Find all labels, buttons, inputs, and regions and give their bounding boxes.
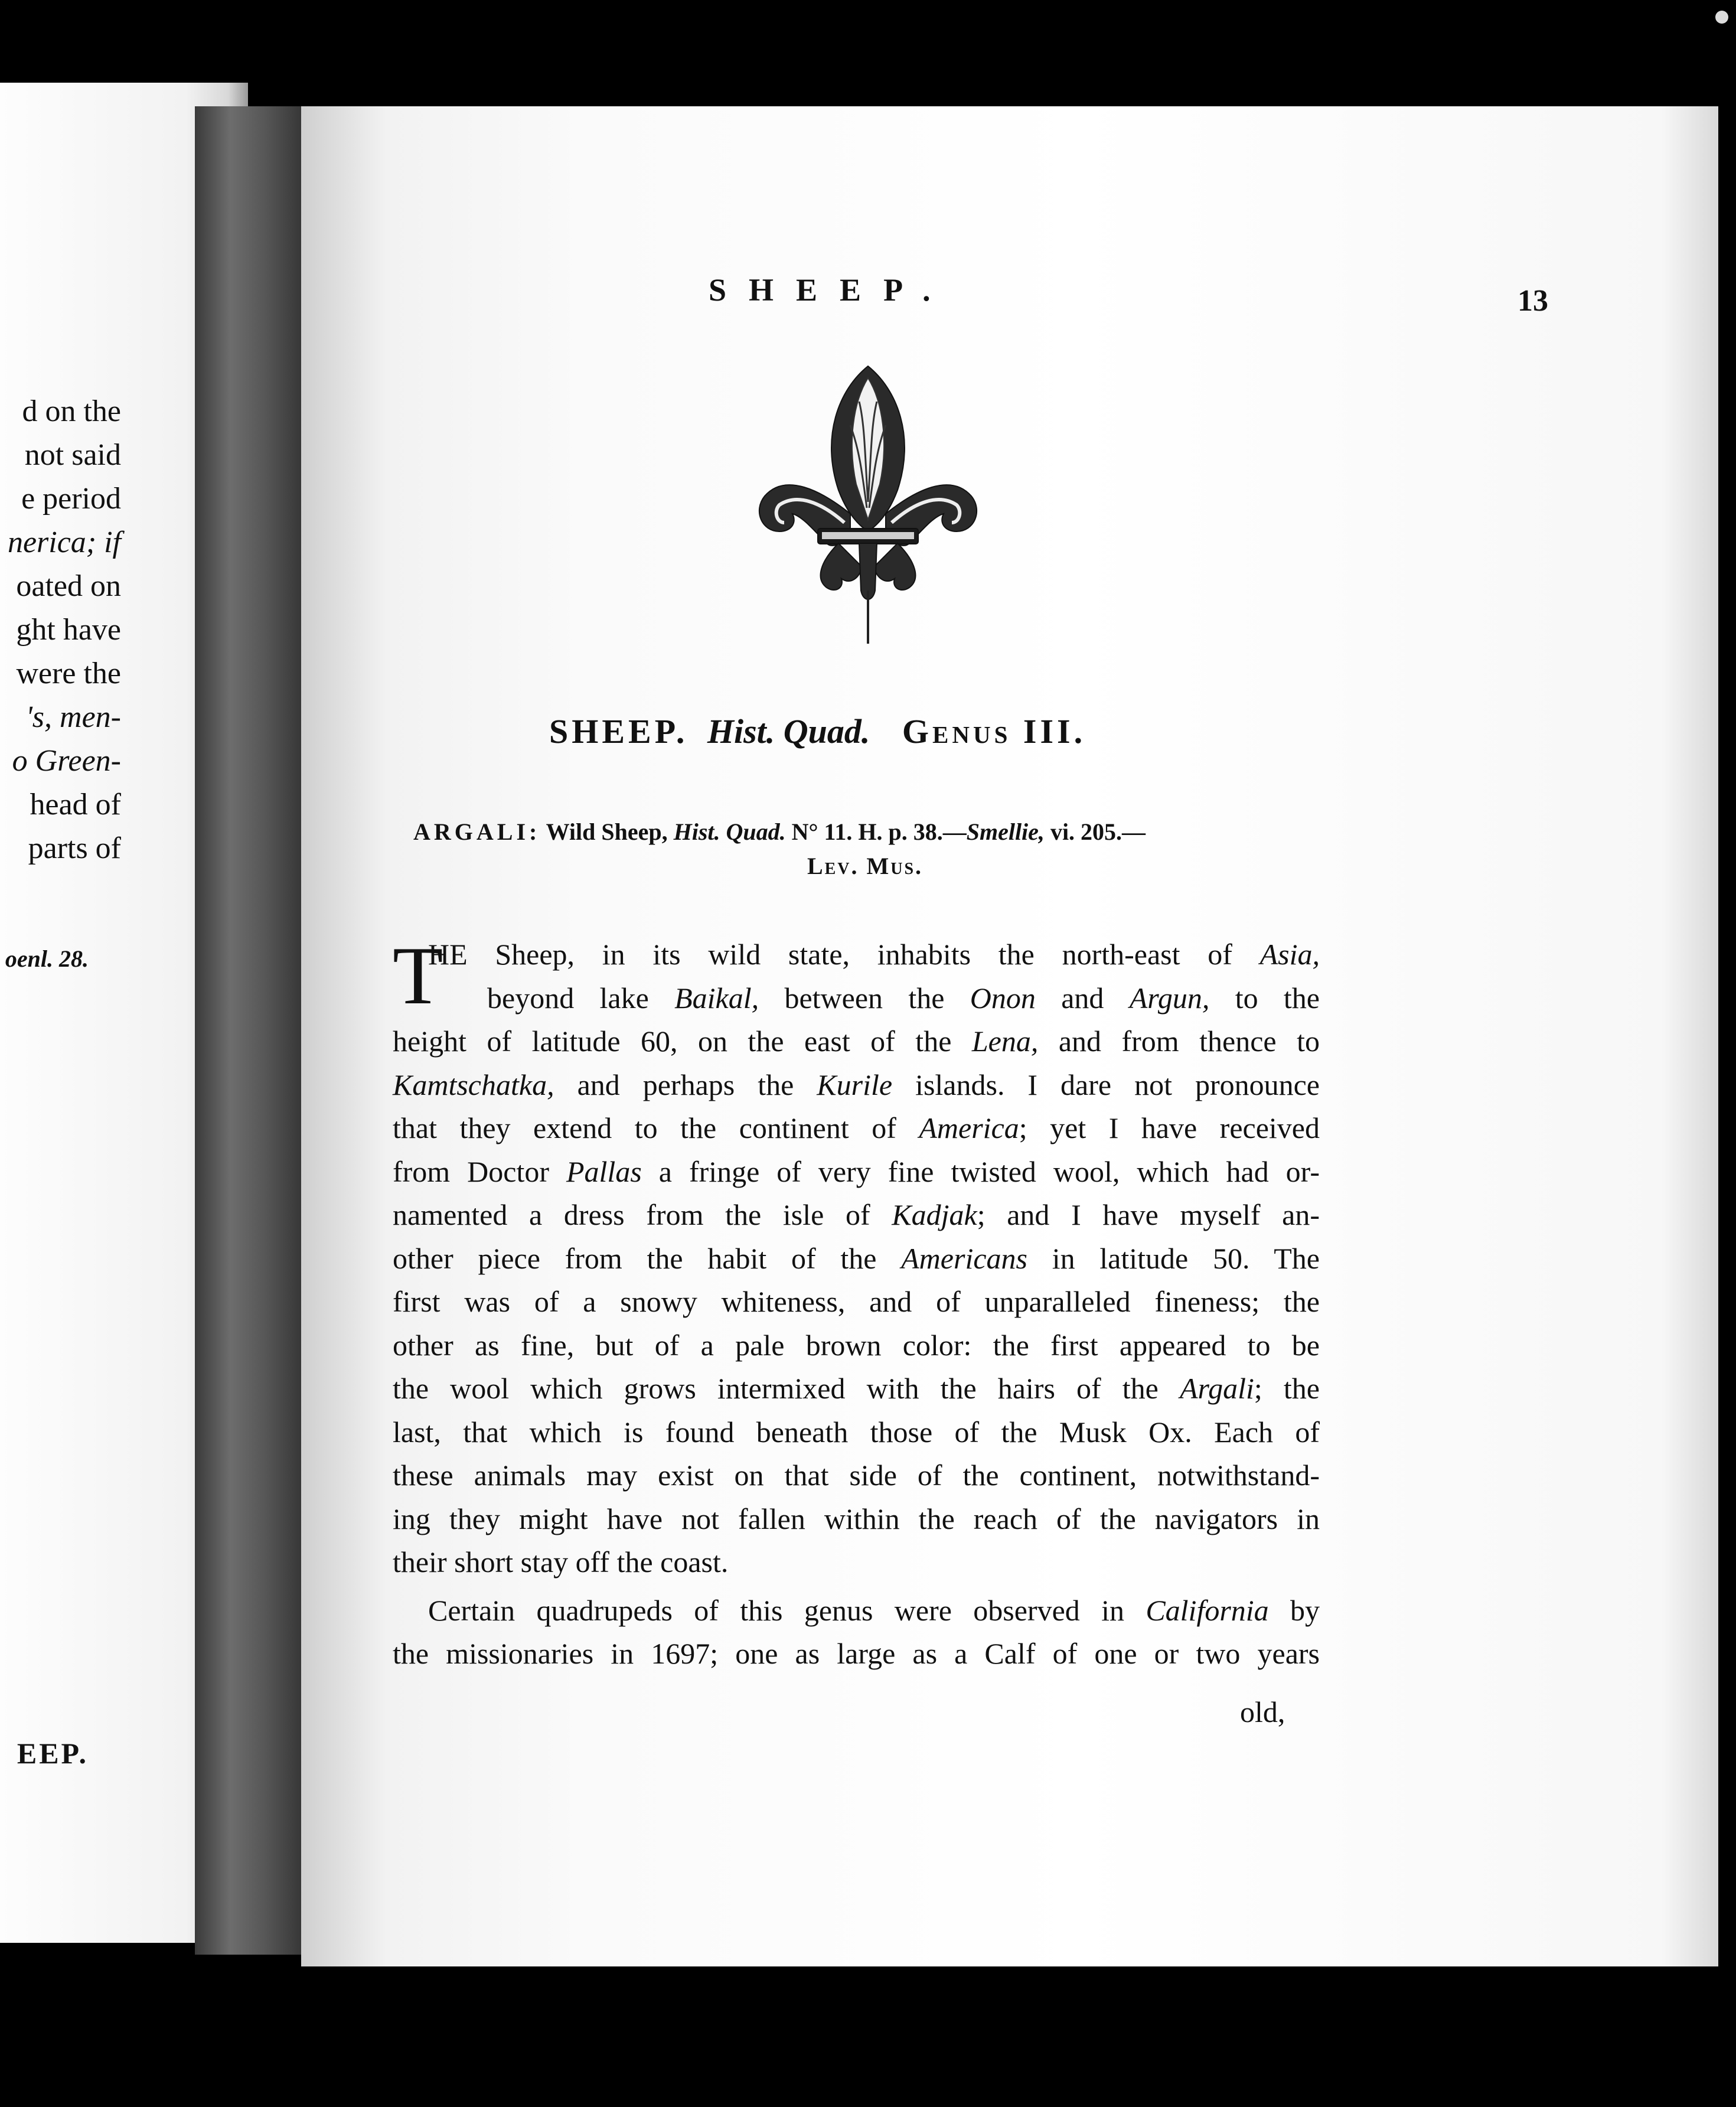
text-run: ; and I have myself an- [977, 1198, 1320, 1231]
text-line: ing they might have not fallen within the reach of the navigators in [393, 1502, 1320, 1535]
text-run: and [1035, 981, 1130, 1015]
text-run: ; the [1254, 1372, 1320, 1405]
text-run: to the [1209, 981, 1320, 1015]
species-name: ARGALI: [413, 818, 541, 845]
text-run: in latitude 50. The [1027, 1241, 1320, 1275]
text-run: Americans [901, 1241, 1027, 1275]
left-line: 's, men- [25, 700, 121, 734]
synonym-text: Wild Sheep, [546, 818, 668, 845]
text-line [393, 1367, 1320, 1411]
text-run: beyond lake [487, 981, 675, 1015]
fleur-de-lis-ornament-icon [750, 354, 986, 650]
left-line: head of [30, 788, 121, 821]
text-line: other as fine, but of a pale brown color: the first appeared to be [393, 1328, 1320, 1362]
drop-cap: T [393, 930, 443, 1022]
left-line: nerica; if [7, 526, 121, 559]
text-run: America [919, 1111, 1019, 1144]
text-run: Baikal, [674, 981, 759, 1015]
text-run: Certain quadrupeds of this genus were observed in [428, 1593, 1146, 1627]
left-line: d on the [22, 394, 121, 428]
text-line [393, 1064, 1320, 1107]
species-synonymy [413, 815, 1317, 883]
text-run: Kurile [817, 1068, 893, 1101]
text-line: last, that which is found beneath those of the Musk Ox. Each of [393, 1415, 1320, 1449]
text-run: Asia, [1259, 938, 1320, 971]
synonym-text: vi. 205.— [1050, 818, 1146, 845]
text-run: other piece from the habit of the [393, 1241, 902, 1275]
left-line: parts of [28, 831, 121, 865]
running-title: SHEEP. [709, 272, 953, 308]
left-line: e period [21, 482, 121, 516]
left-line: oated on [16, 569, 121, 603]
text-run: Kadjak [892, 1198, 977, 1231]
text-line [393, 1020, 1320, 1064]
text-run: namented a dress from the isle of [393, 1198, 892, 1231]
left-page-text [0, 390, 121, 870]
synonymy-line-1 [413, 815, 1317, 849]
text-run: between the [759, 981, 970, 1015]
synonym-text: N° 11. H. p. 38.— [791, 818, 967, 845]
left-catchword: EEP. [17, 1737, 89, 1770]
text-run: ; yet I have received [1019, 1111, 1320, 1144]
text-run: Kamtschatka, [393, 1068, 554, 1101]
text-line [393, 1107, 1320, 1150]
text-run: Argun, [1129, 981, 1210, 1015]
left-line: o Green- [12, 744, 121, 778]
text-run: height of latitude 60, on the east of the [393, 1025, 972, 1058]
text-run: Lena, [971, 1025, 1039, 1058]
text-line: these animals may exist on that side of the continent, notwithstand- [393, 1459, 1320, 1492]
text-run: that they extend to the continent of [393, 1111, 919, 1144]
text-run: Argali [1179, 1372, 1254, 1405]
section-title: SHEEP. [549, 712, 688, 751]
text-line: first was of a snowy whiteness, and of unparalleled fineness; the [393, 1285, 1320, 1318]
synonymy-line-2: Lev. Mus. [807, 853, 924, 879]
text-run: Pallas [566, 1154, 642, 1188]
text-run: the wool which grows intermixed with the hairs of the [393, 1372, 1180, 1405]
text-run: and perhaps the [554, 1068, 817, 1101]
text-line [393, 933, 1320, 977]
section-heading [549, 712, 1086, 751]
page-number: 13 [1518, 284, 1548, 318]
text-line [393, 1193, 1320, 1237]
left-footnote: oenl. 28. [5, 945, 89, 972]
text-run: Onon [970, 981, 1036, 1015]
text-line [393, 1589, 1320, 1633]
synonym-text: Hist. Quad. [673, 818, 786, 845]
section-genus: Genus III. [902, 712, 1086, 751]
text-line: their short stay off the coast. [393, 1545, 729, 1578]
text-run: by [1268, 1593, 1320, 1627]
text-run: from Doctor [393, 1154, 566, 1188]
body-text [393, 930, 1320, 1676]
left-line: were the [16, 657, 121, 690]
left-line: not said [24, 438, 121, 472]
catchword: old, [1240, 1695, 1285, 1728]
text-run: California [1146, 1593, 1269, 1627]
text-line [393, 977, 1320, 1020]
text-line [393, 1150, 1320, 1194]
text-run: and from thence to [1038, 1025, 1320, 1058]
book-gutter [195, 106, 313, 1955]
text-run: a fringe of very fine twisted wool, which had or- [641, 1154, 1320, 1188]
left-line: ght have [16, 613, 121, 647]
text-line [393, 1237, 1320, 1281]
synonym-text: Smellie, [966, 818, 1045, 845]
text-line: the missionaries in 1697; one as large as a Calf of one or two years [393, 1637, 1320, 1670]
text-run: islands. I dare not pronounce [892, 1068, 1320, 1101]
scan-speck [1715, 11, 1728, 24]
text-run: HE Sheep, in its wild state, inhabits the north-east of [428, 938, 1260, 971]
section-source: Hist. Quad. [707, 712, 870, 751]
